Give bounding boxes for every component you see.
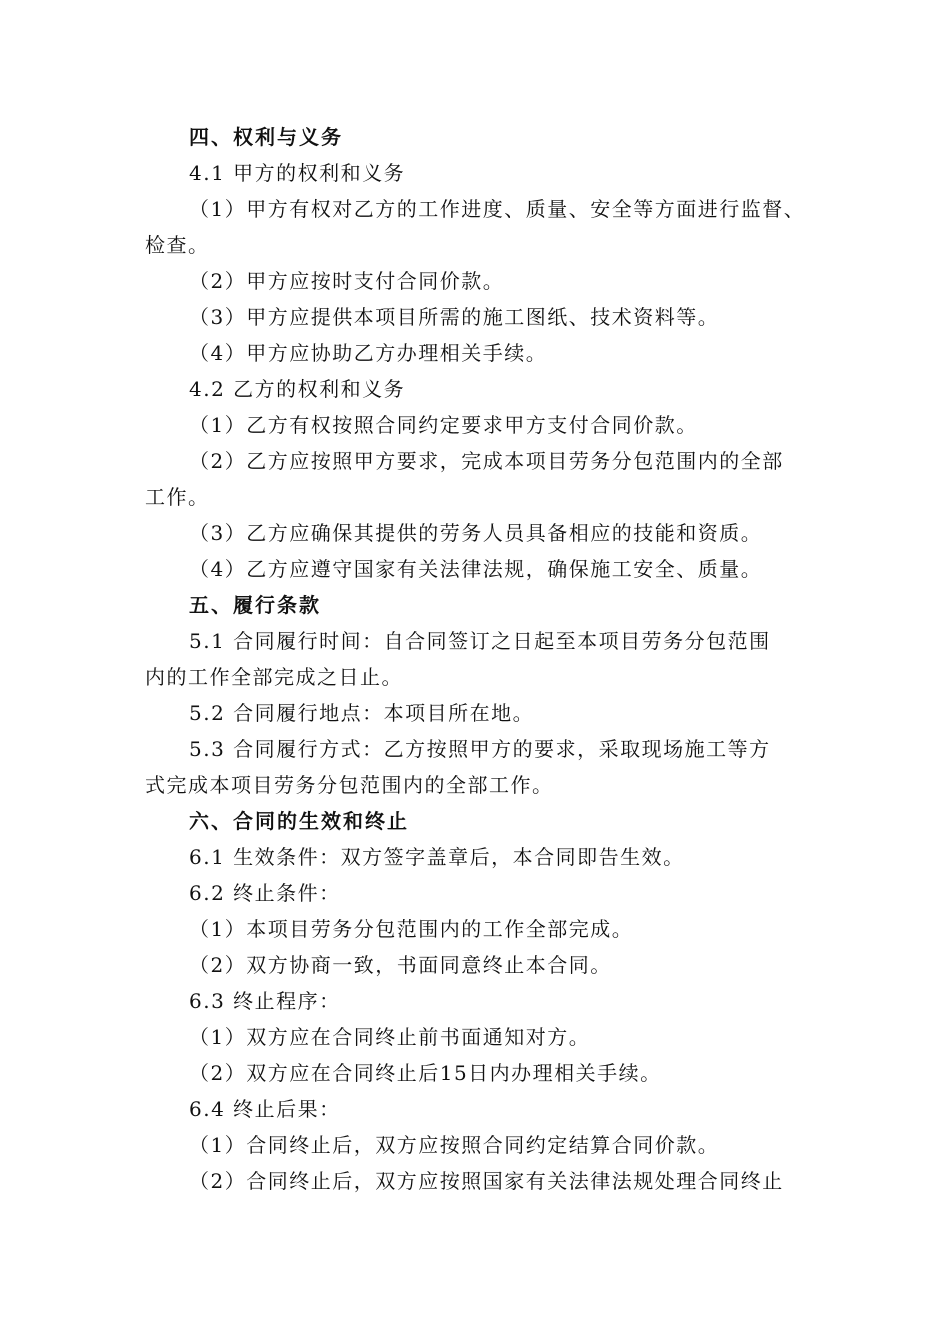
paragraph-line: （4）甲方应协助乙方办理相关手续。: [189, 341, 548, 365]
clause-6-4-heading: 6.4 终止后果：: [189, 1097, 341, 1121]
paragraph-line: （1）双方应在合同终止前书面通知对方。: [189, 1025, 591, 1049]
paragraph-line: （1）乙方有权按照合同约定要求甲方支付合同价款。: [189, 413, 698, 437]
paragraph-line: （2）甲方应按时支付合同价款。: [189, 269, 505, 293]
clause-6-3-heading: 6.3 终止程序：: [189, 989, 341, 1013]
paragraph-line: （2）乙方应按照甲方要求，完成本项目劳务分包范围内的全部: [189, 449, 784, 473]
paragraph-line: 工作。: [145, 485, 210, 509]
paragraph-line: 检查。: [145, 233, 210, 257]
paragraph-line: （2）合同终止后，双方应按照国家有关法律法规处理合同终止: [189, 1169, 784, 1193]
paragraph-line: （2）双方协商一致，书面同意终止本合同。: [189, 953, 612, 977]
paragraph-line: 5.2 合同履行地点：本项目所在地。: [189, 701, 535, 725]
paragraph-line: （1）甲方有权对乙方的工作进度、质量、安全等方面进行监督、: [189, 197, 806, 221]
clause-4-2-heading: 4.2 乙方的权利和义务: [189, 377, 406, 401]
paragraph-line: （3）乙方应确保其提供的劳务人员具备相应的技能和资质。: [189, 521, 763, 545]
paragraph-line: 6.1 生效条件：双方签字盖章后，本合同即告生效。: [189, 845, 685, 869]
section-heading-performance: 五、履行条款: [189, 593, 321, 617]
paragraph-line: （2）双方应在合同终止后15日内办理相关手续。: [189, 1061, 662, 1085]
section-heading-effect-termination: 六、合同的生效和终止: [189, 809, 409, 833]
paragraph-line: 5.3 合同履行方式：乙方按照甲方的要求，采取现场施工等方: [189, 737, 771, 761]
paragraph-line: （3）甲方应提供本项目所需的施工图纸、技术资料等。: [189, 305, 720, 329]
clause-4-1-heading: 4.1 甲方的权利和义务: [189, 161, 406, 185]
paragraph-line: 式完成本项目劳务分包范围内的全部工作。: [145, 773, 554, 797]
paragraph-line: 5.1 合同履行时间：自合同签订之日起至本项目劳务分包范围: [189, 629, 771, 653]
paragraph-line: （1）合同终止后，双方应按照合同约定结算合同价款。: [189, 1133, 720, 1157]
section-heading-rights-obligations: 四、权利与义务: [189, 125, 343, 149]
paragraph-line: （1）本项目劳务分包范围内的工作全部完成。: [189, 917, 634, 941]
clause-6-2-heading: 6.2 终止条件：: [189, 881, 341, 905]
paragraph-line: 内的工作全部完成之日止。: [145, 665, 403, 689]
paragraph-line: （4）乙方应遵守国家有关法律法规，确保施工安全、质量。: [189, 557, 763, 581]
